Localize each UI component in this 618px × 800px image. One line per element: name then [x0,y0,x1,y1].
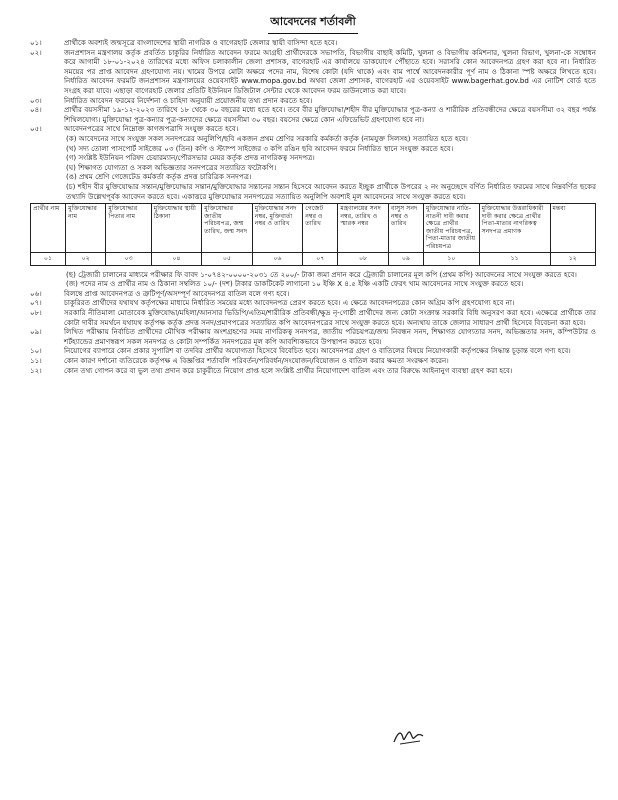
clause-number: ১২। [30,365,42,375]
table-header-cell: মুক্তিযোদ্ধার নাম [66,204,106,253]
clause-number: ১০। [30,346,42,356]
clause-text: প্রার্থীর বয়সসীমা ১৯-১২-২০২৩ তারিখে ১৮ থেকে ৩০ বছরের মধ্যে হতে হবে। তবে বীর মুক্তিযোদ্ধা/শহীদ বীর মুক্তিযোদ্ধার পুত্র-কন্যা ও শারীরিক প্রতিবন্ধীদের ক্ষেত্রে বয়সসীমা ৩২ বছর পর্যন্ত শিথিলযোগ্য। মুক্তিযোদ্ধা পুত্র-কন্যার পুত্র-কন্যাদের ক্ষেত্রে বয়সসীমা ৩০ বছর। বয়সের ক্ষেত্রে কোন এফিডেভিট গ্রহণযোগ্য হবে না। [64,105,596,124]
clause-text: জনপ্রশাসন মন্ত্রণালয় কর্তৃক প্রবর্তিত চাকুরির নির্ধারিত আবেদন ফরমে আগ্রহী প্রার্থীদেরকে সভাপতি, বিভাগীয় বাছাই কমিটি, খুলনা ও বিভাগীয় কমিশনার, খুলনা বিভাগ, খুলনা-কে সম্বোধন করে আগামী ১৮-০১-২০২৪ তারিখের মধ্যে অফিস চলাকালীন জেলা প্রশাসক, বাগেরহাট এর কার্যালয়ে ডাকযোগে পৌঁছাতে হবে। সরাসরি কোন আবেদনপত্র গ্রহণ করা হবে না। নির্ধারিত সময়ের পর প্রাপ্ত আবেদন গ্রহণযোগ্য নয়। খামের উপরে মোটা অক্ষরে পদের নাম, বিশেষ কোটা (যদি থাকে) এবং বাম পার্শ্বে আবেদনকারীর পূর্ণ নাম ও ঠিকানা স্পষ্ট অক্ষরে লিখতে হবে। নির্ধারিত আবেদন ফরমটি জনপ্রশাসন মন্ত্রণালয়ের ওয়েবসাইট www.mopa.gov.bd অথবা জেলা প্রশাসক, বাগেরহাট এর ওয়েবসাইট www.bagerhat.gov.bd এর নোটিশ বোর্ড হতে সংগ্রহ করা যাবে। এছাড়া বাগেরহাট জেলার প্রতিটি ইউনিয়ন ডিজিটাল সেন্টার থেকে আবেদন ফরম ডাউনলোড করা যাবে। [64,47,596,95]
table-header-row [31,204,596,253]
table-cell: ০৩ [106,252,151,265]
clause-number: ০৫। [30,124,42,134]
clause-number: ০৬। [30,288,42,298]
table-header-cell: মন্তব্য [550,204,595,253]
clause-number: ০২। [30,47,42,57]
table-cell: ০৪ [151,252,201,265]
freedom-fighter-info-table [30,203,596,266]
subitem-umo [30,172,596,182]
clause-text: চাকুরিরত প্রার্থীদের যথাযথ কর্তৃপক্ষের মাধ্যমে নির্ধারিত সময়ের মধ্যে আবেদনপত্র প্রেরণ করতে হবে। এ ক্ষেত্রে আবেদনপত্রের কোন অগ্রিম কপি গ্রহণযোগ্য হবে না। [64,298,515,308]
table-header-cell: মুক্তিযোদ্ধার নাতি-নাতনী দাবী করার ক্ষেত্রে প্রার্থীর জাতীয় পরিচয়পত্র, পিতা-মাতার জাতীয় পরিচয়পত্র [424,204,480,253]
clause-text: আবেদনপত্রের সাথে নিম্নোক্ত কাগজপত্রাদি সংযুক্ত করতে হবে। [64,124,239,134]
table-cell: ০৯ [388,252,423,265]
table-header-cell: মুক্তিযোদ্ধার সনদ নম্বর, মুক্তিবার্তা নম্বর ও তারিখ [252,204,302,253]
clause-number: ০৩। [30,95,42,105]
subitem-text: (গ) সংশ্লিষ্ট ইউনিয়ন পরিষদ চেয়ারম্যান/পৌরসভার মেয়র কর্তৃক প্রদত্ত নাগরিকত্ব সনদপত্র। [66,153,315,163]
table-header-cell: মুক্তিযোদ্ধার জাতীয় পরিচয়পত্র, জন্ম তারিখ, জন্ম সনদ [202,204,252,253]
clause-07 [30,298,596,308]
subitem-text: (ক) আবেদনের সাথে সংযুক্ত সকল সনদপত্রের অনুলিপি/ছবি একজন প্রথম শ্রেণির সরকারি কর্মকর্তা কর্তৃক (নামযুক্ত সিলসহ) সত্যায়িত হতে হবে। [66,133,468,143]
clause-number: ০৯। [30,327,42,337]
clause-02 [30,48,596,96]
title-wrap [30,10,596,34]
clause-03 [30,96,596,106]
clause-08 [30,308,596,327]
subitem-kha [30,144,596,154]
page-title: আবেদনের শর্তাবলী [268,13,357,34]
table-header-cell: মুক্তিযোদ্ধার স্থায়ী ঠিকানা [151,204,201,253]
table-header-cell: গেজেট নম্বর ও তারিখ [303,204,338,253]
subitem-chha [30,270,596,280]
clause-number: ০৭। [30,298,42,308]
table-number-row [31,252,596,265]
clause-text: সরকারি নীতিমালা মোতাবেক মুক্তিযোদ্ধা/মহিলা/আনসার ভিডিপি/এতিম/শারীরিক প্রতিবন্ধী/ক্ষুদ্র নৃ-গোষ্ঠী প্রার্থীদের জন্য কোটা সংক্রান্ত সরকারি বিধি অনুসরণ করা হবে। এক্ষেত্রে প্রার্থীকে তার কোটা দাবীর সমর্থনে যথাযথ কর্তৃপক্ষ কর্তৃক প্রদত্ত সনদ/প্রমাণপত্রের সত্যায়িত কপি আবেদনপত্রের সাথে সংযুক্ত করতে হবে। অন্যথায় তাকে জেলার সাধারণ প্রার্থী হিসেবে বিবেচনা করা হবে। [64,308,596,327]
table-cell: ০৫ [202,252,252,265]
subitem-ja [30,279,596,289]
table-cell: ১২ [550,252,595,265]
subitem-text: (ঘ) শিক্ষাগত যোগ্যতা ও সকল অভিজ্ঞতার সনদপত্রের সত্যায়িত ফটোকপি। [66,162,277,172]
clause-04 [30,105,596,124]
table-cell: ০৬ [252,252,302,265]
table-header-cell: মুক্তিযোদ্ধার উত্তরাধিকারী দাবী করার ক্ষেত্রে প্রার্থীর পিতা-মাতার নাগরিকত্ব সনদপত্র প্রমাণক [479,204,550,253]
table-cell: ০২ [66,252,106,265]
table-header-cell: মুক্তিযোদ্ধার পিতার নাম [106,204,151,253]
clause-01 [30,38,596,48]
clause-number: ১১। [30,356,42,365]
clause-text: কোন তথ্য গোপন করে বা ভুল তথ্য প্রদান করে চাকুরীতে নিয়োগ প্রাপ্ত হলে সংশ্লিষ্ট প্রার্থীর নিয়োগাদেশ বাতিল এবং তার বিরুদ্ধে আইনানুগ ব্যবস্থা গ্রহণ করা হবে। [64,365,513,375]
table-header-cell: প্রার্থীর নাম [31,204,66,253]
subitem-text: (খ) সদ্য তোলা পাসপোর্ট সাইজের ০৩ (তিন) কপি ও স্ট্যাম্প সাইজের ৩ কপি রঙিন ছবি আবেদন ফরমে নির্ধারিত স্থানে সংযুক্ত করতে হবে। [66,143,454,153]
clause-09 [30,327,596,346]
clause-12 [30,366,596,376]
subitem-text: (জ) পদের নাম ও প্রার্থীর নাম ও ঠিকানা সম্বলিত ১০/- (দশ) টাকার ডাকটিকেট লাগানো ১০ ইঞ্চি X ৪.৫ ইঞ্চি একটি ফেরৎ খাম আবেদনের সাথে সংযুক্ত করতে হবে। [66,279,524,289]
table-header-cell: বাসুস সনদ নম্বর ও তারিখ [388,204,423,253]
table-cell: ০৮ [338,252,388,265]
subitem-gha [30,163,596,173]
subitem-text: (ঙ) প্রথম শ্রেণি গেজেটেড কর্মকর্তা কর্তৃক প্রদত্ত চারিত্রিক সনদপত্র। [66,172,252,182]
subitem-ka [30,134,596,144]
clause-11 [30,356,596,366]
clause-06 [30,289,596,299]
signature [392,726,426,748]
clause-text: লিখিত পরীক্ষায় নির্বাচিত প্রার্থীদের মৌখিক পরীক্ষায় অংশগ্রহণের সময় নাগরিকত্ব সনদপত্র, জাতীয় পরিচয়পত্র/জন্ম নিবন্ধন সনদ, শিক্ষাগত যোগ্যতার সনদ, অভিজ্ঞতার সনদ, কম্পিউটার ও শর্টহ্যান্ডের প্রমাণস্বরূপ সকল সনদপত্র ও কোটা সম্পর্কিত সনদপত্রের মূল কপি আবশ্যিকভাবে উপস্থাপন করতে হবে। [64,327,596,346]
clause-05 [30,124,596,134]
clause-text: নির্ধারিত আবেদন ফরমের নির্দেশনা ও চাহিদা অনুযায়ী প্রয়োজনীয় তথ্য প্রদান করতে হবে। [64,95,313,105]
table-cell: ০১ [31,252,66,265]
clause-text: কোন কারণ দর্শানো ব্যতিরেকে কর্তৃপক্ষ এ বিজ্ঞপ্তির শর্তাবলি পরিবর্তন/পরিবর্ধন/সংযোজন/বিয়োজন ও বাতিল করার ক্ষমতা সংরক্ষণ করেন। [64,356,449,365]
subitem-text: (চ) শহীদ বীর মুক্তিযোদ্ধার সন্তান/মুক্তিযোদ্ধার সন্তান/মুক্তিযোদ্ধার সন্তানের সন্তান হিসেবে আবেদন করতে ইচ্ছুক প্রার্থীকে উপরের ২ নং অনুচ্ছেদে বর্ণিত নির্ধারিত ফরমের সাথে নিম্নবর্ণিত ছকের তথ্যাদি উল্লেখপূর্বক আবেদন করতে হবে। একাত্তরে মুক্তিযোদ্ধার সনদপত্রের সত্যায়িত অনুলিপি অবশ্যই মূল আবেদনের সাথে সংযুক্ত করতে হবে। [66,181,596,201]
subitem-cha [30,182,596,201]
table-cell: ০৭ [303,252,338,265]
clause-number: ০৪। [30,105,42,115]
table-cell: ১০ [424,252,480,265]
table-cell: ১১ [479,252,550,265]
clause-text: প্রার্থীকে অবশ্যই জন্মসূত্রে বাংলাদেশের স্থায়ী নাগরিক ও বাগেরহাট জেলার স্থায়ী বাসিন্দা হতে হবে। [64,38,338,47]
subitem-text: (ছ) ট্রেজারী চালানের মাধ্যমে পরীক্ষার ফি বাবদ ১-০৭৪২-০০০০-২০৩১ তে ২০০/- টাকা জমা প্রদান করে ট্রেজারী চালানের মূল কপি (প্রথম কপি) আবেদনের সাথে সংযুক্ত করতে হবে। [66,269,577,279]
subitem-ga [30,153,596,163]
clause-number: ০৮। [30,308,42,318]
table-header-cell: মন্ত্রণালয়ের সনদ নম্বর, তারিখ ও স্মারক নম্বর [338,204,388,253]
clause-10 [30,346,596,356]
clause-text: বিলম্বে প্রাপ্ত আবেদনপত্র ও ত্রুটিপূর্ণ/অসম্পূর্ণ আবেদনপত্র বাতিল বলে গণ্য হবে। [64,288,290,298]
clause-text: নিয়োগের ব্যাপারে কোন প্রকার সুপারিশ বা তদবির প্রার্থীর অযোগ্যতা হিসেবে বিবেচিত হবে। আবেদনপত্র গ্রহণ ও বাতিলের বিষয়ে নিয়োগকারী কর্তৃপক্ষের সিদ্ধান্ত চূড়ান্ত বলে গণ্য হবে। [64,346,571,356]
clause-number: ০১। [30,38,42,47]
